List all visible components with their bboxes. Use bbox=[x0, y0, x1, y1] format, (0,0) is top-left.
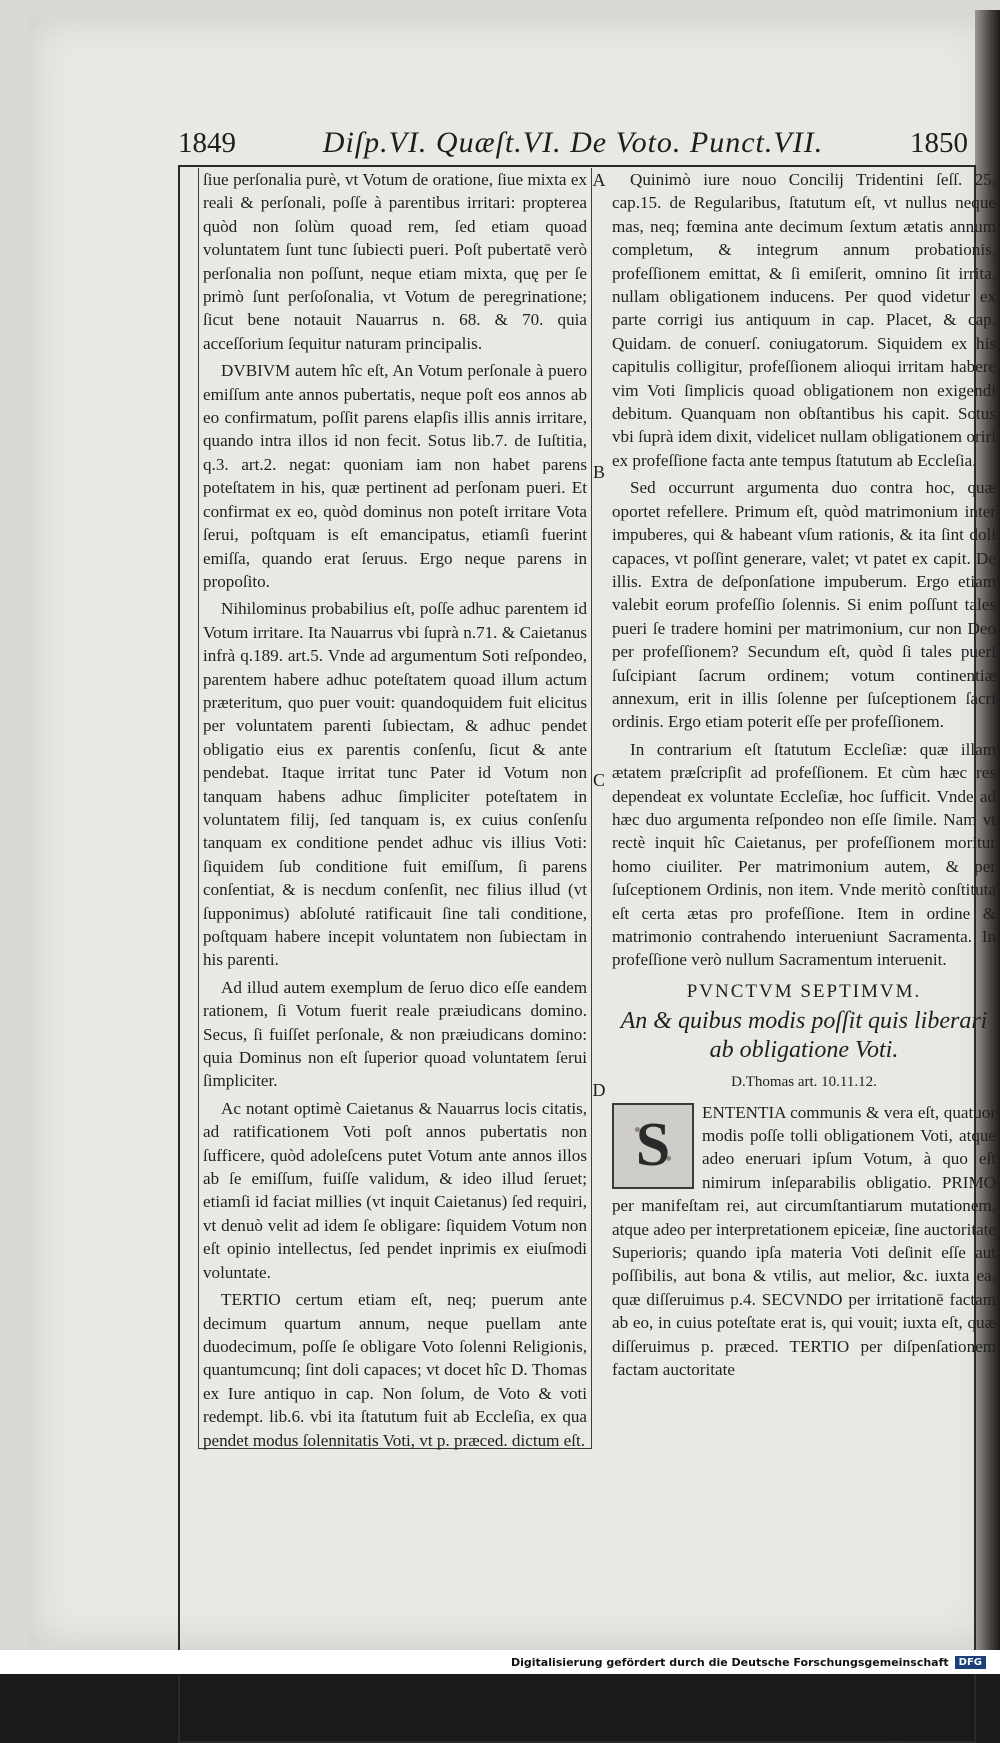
paragraph: Ad illud autem exemplum de ſeruo dico eſſe eandem rationem, ſi Votum fuerit reale præiudicans domino. Secus, ſi fuiſſet perſonale, & non præiudicans domino: quia Dominus non eſt ſuperior quoad voluntatem ſerui ſimpliciter. bbox=[203, 977, 587, 1091]
margin-letter-a: A bbox=[592, 170, 606, 190]
paragraph: ſiue perſonalia purè, vt Votum de oratione, ſiue mixta ex reali & perſonali, poſſe à parentibus irritari: propterea quòd non ſolùm quoad rem, ſed etiam quoad voluntatem ſunt tunc ſubiecti pueri. Poſt pubertatē verò perſonalia non poſſunt, neque etiam mixta, quę per ſe primò ſunt perſoſonalia, vt Votum de peregrinatione; ſicut bene notauit Nauarrus n. 68. & 70. quia acceſſorium ſequitur naturam principalis. bbox=[203, 170, 587, 353]
paragraph: Nihilominus probabilius eſt, poſſe adhuc parentem id Votum irritare. Ita Nauarrus vbi ſuprà n.71. & Caietanus infrà q.189. art.5. Vnde ad argumentum Soti reſpondeo, parentem habere adhuc poteſtatem quoad illum actum præteritum, quo puer vouit: quandoquidem fuit elicitus per voluntatem parenti ſubiectam, & adhuc pendet obligatio eius ex parentis conſenſu, ſicut & ante pendebat. Itaque irritat tunc Pater id Votum non tanquam habens adhuc ſimpliciter poteſtatem in voluntatem filij, ſed tanquam is, ex cuius conſenſu tanquam ex conditione pendet adhuc vis illius Voti: ſiquidem ſub conditione fuit emiſſum, ſi parens conſentiat, & is necdum conſenſit, nec filius illud (vt ſupponimus) abſoluté ratificauit ſine tali conditione, poſtquam habere incepit voluntatem non ſubiectam in his parenti. bbox=[203, 599, 587, 970]
left-column bbox=[203, 168, 587, 1450]
page-number-right: 1850 bbox=[909, 127, 968, 159]
running-title: Diſp.VI. Quæſt.VI. De Voto. Punct.VII. bbox=[322, 126, 824, 159]
paragraph: TERTIO certum etiam eſt, neq; puerum ante decimum quartum annum, neque puellam ante duodecimum, poſſe ſe obligare Voto ſolenni Religionis, quantumcunq; ſint doli capaces; vt docet hîc D. Thomas ex Iure antiquo in cap. Non ſolum, de Voto & voti redempt. lib.6. vbi ita ſtatutum fuit ab Eccleſia, ex qua pendet modus ſolennitatis Voti, vt p. præced. dictum eſt. bbox=[203, 1290, 587, 1450]
paragraph: Quinimò iure nouo Concilij Tridentini ſeſſ. 25. cap.15. de Regularibus, ſtatutum eſt, vt nullus neque mas, neq; fœmina ante decimum ſextum ætatis annum completum, & integrum annum probationis, profeſſionem emittat, & ſi emiſerit, omnino ſit irrita, nullam obligationem inducens. Per quod videtur ex parte corrigi ius antiquum in cap. Placet, & cap. Quidam. de conuerſ. coniugatorum. Siquidem ex his capitulis colligitur, profeſſionem alioqui irritam habere vim Voti ſimplicis quoad obligationem non exigendi debitum. Quanquam non obſtantibus his capit. Sotus vbi ſuprà idem dixit, videlicet nullam obligationem oriri ex profeſſione facta ante tempus ſtatutum ab Eccleſia. bbox=[612, 170, 996, 470]
margin-letter-b: B bbox=[592, 462, 605, 482]
section-heading: PVNCTVM SEPTIMVM. bbox=[686, 980, 922, 1002]
section-body bbox=[612, 1101, 996, 1382]
section-question: An & quibus modis poſſit quis liberari ab obligatione Voti. bbox=[620, 1008, 988, 1064]
paragraph: Ac notant optimè Caietanus & Nauarrus locis citatis, ad ratificationem Voti poſt annos pubertatis non ſufficere, quòd adoleſcens putet Votum ante annos illos ab ſe emiſſum, fuiſſe validum, & ideo illud ſeruet; etiamſi id faciat millies (vt inquit Caietanus) ſed requiri, vt denuò velit ad idem ſe obligare: ſiquidem Votum non eſt opinio intellectus, ſed pendet inprimis ex eiuſmodi voluntate. bbox=[203, 1098, 587, 1282]
catchword: ſuperioris. bbox=[880, 1718, 950, 1737]
margin-letter-c: C bbox=[592, 770, 605, 790]
ornamental-initial-icon: S bbox=[612, 1103, 694, 1189]
paragraph: ENTENTIA communis & vera eſt, quatuor modis poſſe tolli obligationem Voti, atque adeo eneruari ipſum Votum, à quo eſt nimirum inſeparabilis obligatio. PRIMO per manifeſtam rei, aut circumſtantiarum mutationem, atque adeo per interpretationem epiceiæ, ſine auctoritate Superioris; quando ipſa materia Voti deſinit eſſe aut poſſibilis, aut bona & vtilis, aut melior, &c. iuxta ea, quæ diſſeruimus p.4. SECVNDO per irritationē factam ab eo, in cuius poteſtate erat is, qui vouit; iuxta eſt, quæ diſſeruimus p. præced. TERTIO per diſpenſationem factam auctoritate bbox=[612, 1102, 996, 1380]
paragraph: Sed occurrunt argumenta duo contra hoc, quæ oportet refellere. Primum eſt, quòd matrimonium inter impuberes, qui & habeant vſum rationis, & ita ſint doli capaces, vt poſſint generare, valet; vt patet ex capit. De illis. Extra de deſponſatione impuberum. Ergo etiam valebit eorum profeſſio ſolennis. Si enim poſſunt tales pueri ſe tradere homini per matrimonium, cur non Deo per profeſſionem? Secundum eſt, quòd ſi tales pueri ſuſcipiant ſacrum ordinem; votum continentiæ annexum, erit in illis ſolenne per ſuſceptionem ſacri ordinis. Ergo etiam poterit eſſe per profeſſionem. bbox=[612, 478, 996, 732]
right-column bbox=[612, 168, 996, 1450]
dfg-logo-icon: DFG bbox=[955, 1656, 986, 1669]
running-header bbox=[178, 120, 968, 160]
digitization-footer bbox=[0, 1650, 1000, 1674]
section-citation: D.Thomas art. 10.11.12. bbox=[731, 1074, 877, 1091]
margin-letter-d: D bbox=[592, 1080, 606, 1100]
paragraph: In contrarium eſt ſtatutum Eccleſiæ: quæ illam ætatem præſcripſit ad profeſſionem. Et cùm hæc res dependeat ex voluntate Eccleſiæ, hoc ſufficit. Vnde ad hæc duo argumenta reſpondeo non eſſe ſimile. Nam vt rectè inquit hîc Caietanus, per profeſſionem moritur homo ciuiliter. Per matrimonium autem, & per ſuſceptionem Ordinis, non item. Vnde meritò conſtituta eſt certa ætas pro profeſſione. Item in ordine & matrimonio contrahendo interueniunt Sacramenta. In profeſſione verò nullum Sacramentum interuenit. bbox=[612, 739, 996, 970]
paragraph: DVBIVM autem hîc eſt, An Votum perſonale à puero emiſſum ante annos pubertatis, neque poſt eos annos ab eo confirmatum, poſſit parens elapſis illis annis irritare, quando intra illos id non fecit. Sotus lib.7. de Iuſtitia, q.3. art.2. negat: quoniam iam non habet parens poteſtatem in his, quæ pertinent ad perſonam pueri. Et confirmat ex eo, quòd dominus non poteſt irritare Vota ſerui, poſtquam is eſt emancipatus, etiamſi fuerint emiſſa, quando erat ſeruus. Ergo neque parens in propoſito. bbox=[203, 361, 587, 591]
page-number-left: 1849 bbox=[178, 127, 236, 159]
footer-credit: Digitalisierung gefördert durch die Deutsche Forschungsgemeinschaft bbox=[510, 1655, 949, 1669]
